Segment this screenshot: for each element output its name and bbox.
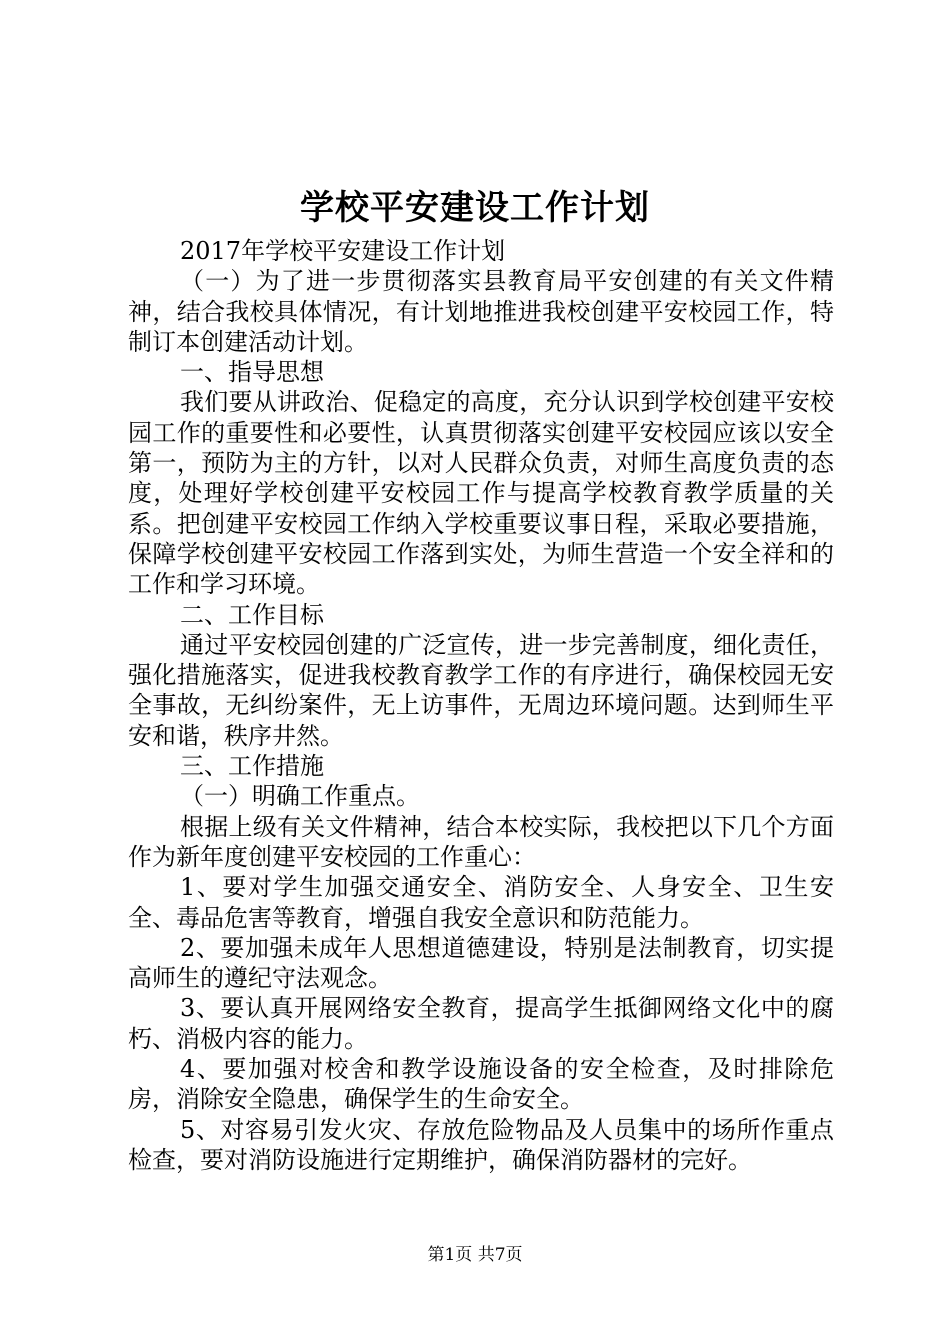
paragraph-guiding-thought: 我们要从讲政治、促稳定的高度，充分认识到学校创建平安校园工作的重要性和必要性，认真贯彻落实创建平安校园应该以安全第一，预防为主的方针，以对人民群众负责，对师生高度负责的态度，处理好学校创建平安校园工作与提高学校教育教学质量的关系。把创建平安校园工作纳入学校重要议事日程，采取必要措施，保障学校创建平安校园工作落到实处，为师生营造一个安全祥和的工作和学习环境。 bbox=[128, 388, 834, 599]
document-title: 学校平安建设工作计划 bbox=[300, 188, 650, 228]
heading-work-goal: 二、工作目标 bbox=[180, 600, 324, 629]
paragraph-focus: 根据上级有关文件精神，结合本校实际，我校把以下几个方面作为新年度创建平安校园的工作重心： bbox=[128, 812, 834, 871]
subheading-focus: （一）明确工作重点。 bbox=[180, 782, 420, 811]
paragraph-subtitle: 2017年学校平安建设工作计划 bbox=[180, 237, 506, 265]
paragraph-work-goal: 通过平安校园创建的广泛宣传，进一步完善制度，细化责任，强化措施落实，促进我校教育教学工作的有序进行，确保校园无安全事故，无纠纷案件，无上访事件，无周边环境问题。达到师生平安和谐，秩序井然。 bbox=[128, 630, 834, 750]
heading-guiding-thought: 一、指导思想 bbox=[180, 358, 324, 387]
list-item-5: 5、对容易引发火灾、存放危险物品及人员集中的场所作重点检查，要对消防设施进行定期维护，确保消防器材的完好。 bbox=[128, 1115, 834, 1174]
page-footer: 第1页 共7页 bbox=[427, 1245, 523, 1265]
list-item-4: 4、要加强对校舍和教学设施设备的安全检查，及时排除危房，消除安全隐患，确保学生的生命安全。 bbox=[128, 1055, 834, 1114]
document-body bbox=[128, 236, 834, 1175]
list-item-1: 1、要对学生加强交通安全、消防安全、人身安全、卫生安全、毒品危害等教育，增强自我安全意识和防范能力。 bbox=[128, 873, 834, 932]
heading-work-measures: 三、工作措施 bbox=[180, 752, 324, 781]
paragraph-intro: （一）为了进一步贯彻落实县教育局平安创建的有关文件精神，结合我校具体情况，有计划地推进我校创建平安校园工作，特制订本创建活动计划。 bbox=[128, 267, 834, 356]
list-item-2: 2、要加强未成年人思想道德建设，特别是法制教育，切实提高师生的遵纪守法观念。 bbox=[128, 933, 834, 993]
list-item-3: 3、要认真开展网络安全教育，提高学生抵御网络文化中的腐朽、消极内容的能力。 bbox=[128, 994, 834, 1053]
